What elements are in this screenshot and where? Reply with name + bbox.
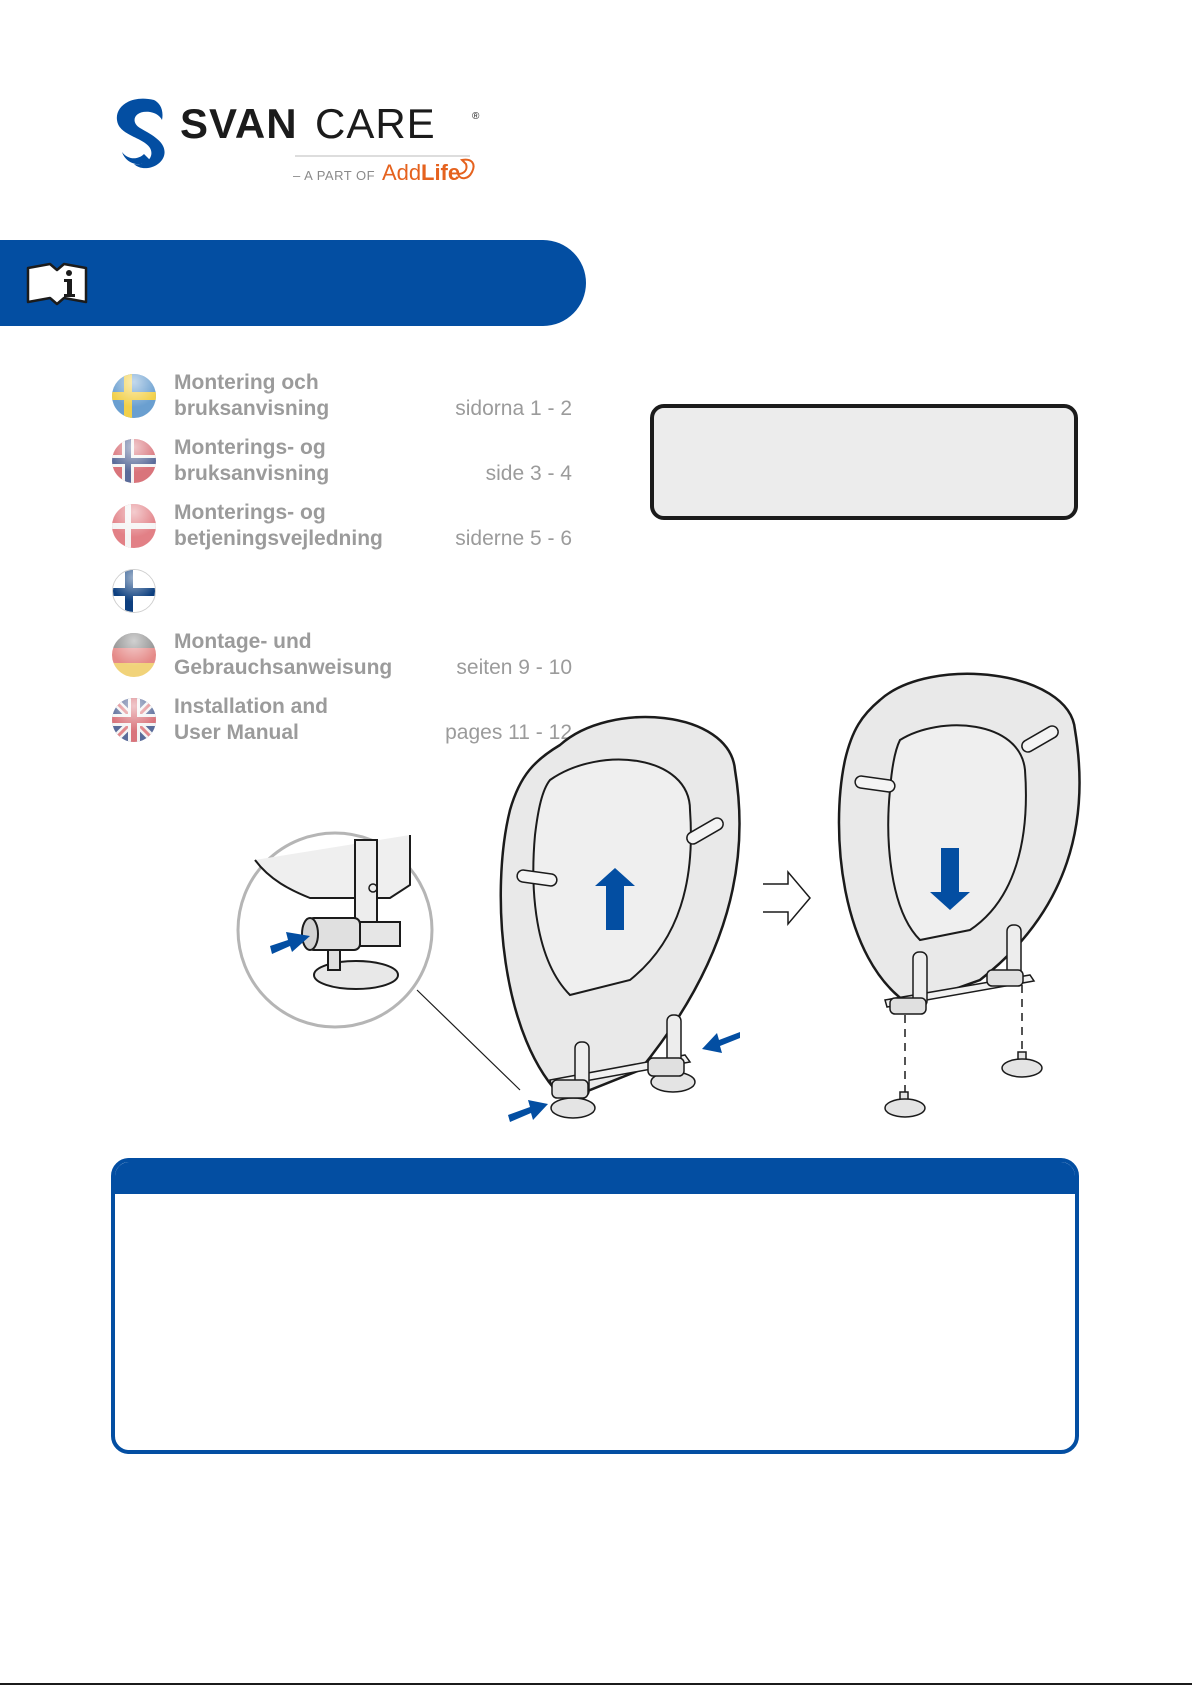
language-title: Monterings- og bruksanvisning <box>174 436 330 485</box>
language-row-sv <box>112 370 572 426</box>
parent-life: Life <box>421 160 461 185</box>
finland-flag-icon <box>112 569 156 613</box>
seat-step-2 <box>839 674 1080 1117</box>
hinge-detail-circle <box>238 833 520 1090</box>
language-pages: side 3 - 4 <box>485 462 572 485</box>
language-title: Montering och bruksanvisning <box>174 371 330 420</box>
notice-panel-header <box>115 1162 1075 1194</box>
language-pages: seiten 9 - 10 <box>456 656 572 679</box>
germany-flag-icon <box>112 633 156 677</box>
language-title: Monterings- og betjeningsvejledning <box>174 501 383 550</box>
parent-add: Add <box>382 160 422 185</box>
sweden-flag-icon <box>112 374 156 418</box>
svancare-logo <box>110 94 490 194</box>
language-pages: siderne 5 - 6 <box>455 527 572 550</box>
uk-flag-icon <box>112 698 156 742</box>
language-pages: sidorna 1 - 2 <box>455 397 572 420</box>
addlife-leaf-icon <box>458 160 474 179</box>
press-arrow-icon <box>508 1100 548 1122</box>
language-row-no <box>112 435 572 491</box>
language-title: Installation and User Manual <box>174 695 329 744</box>
denmark-flag-icon <box>112 504 156 548</box>
language-row-da <box>112 500 572 556</box>
language-pages: pages 11 - 12 <box>445 721 572 744</box>
info-manual-icon <box>26 262 88 306</box>
seat-step-1 <box>501 717 740 1122</box>
language-title: Montage- und Gebrauchsanweisung <box>174 630 393 679</box>
registered-mark: ® <box>472 111 480 122</box>
norway-flag-icon <box>112 439 156 483</box>
product-info-box <box>650 404 1078 520</box>
installation-illustration <box>230 660 1090 1130</box>
next-step-arrow-icon <box>763 872 810 924</box>
brand-svan: SVAN <box>180 100 298 147</box>
press-arrow-icon <box>702 1032 740 1053</box>
notice-panel <box>111 1158 1079 1454</box>
brand-care: CARE <box>315 100 436 147</box>
tagline: – A PART OF <box>293 168 376 183</box>
language-row-fi <box>112 565 572 621</box>
